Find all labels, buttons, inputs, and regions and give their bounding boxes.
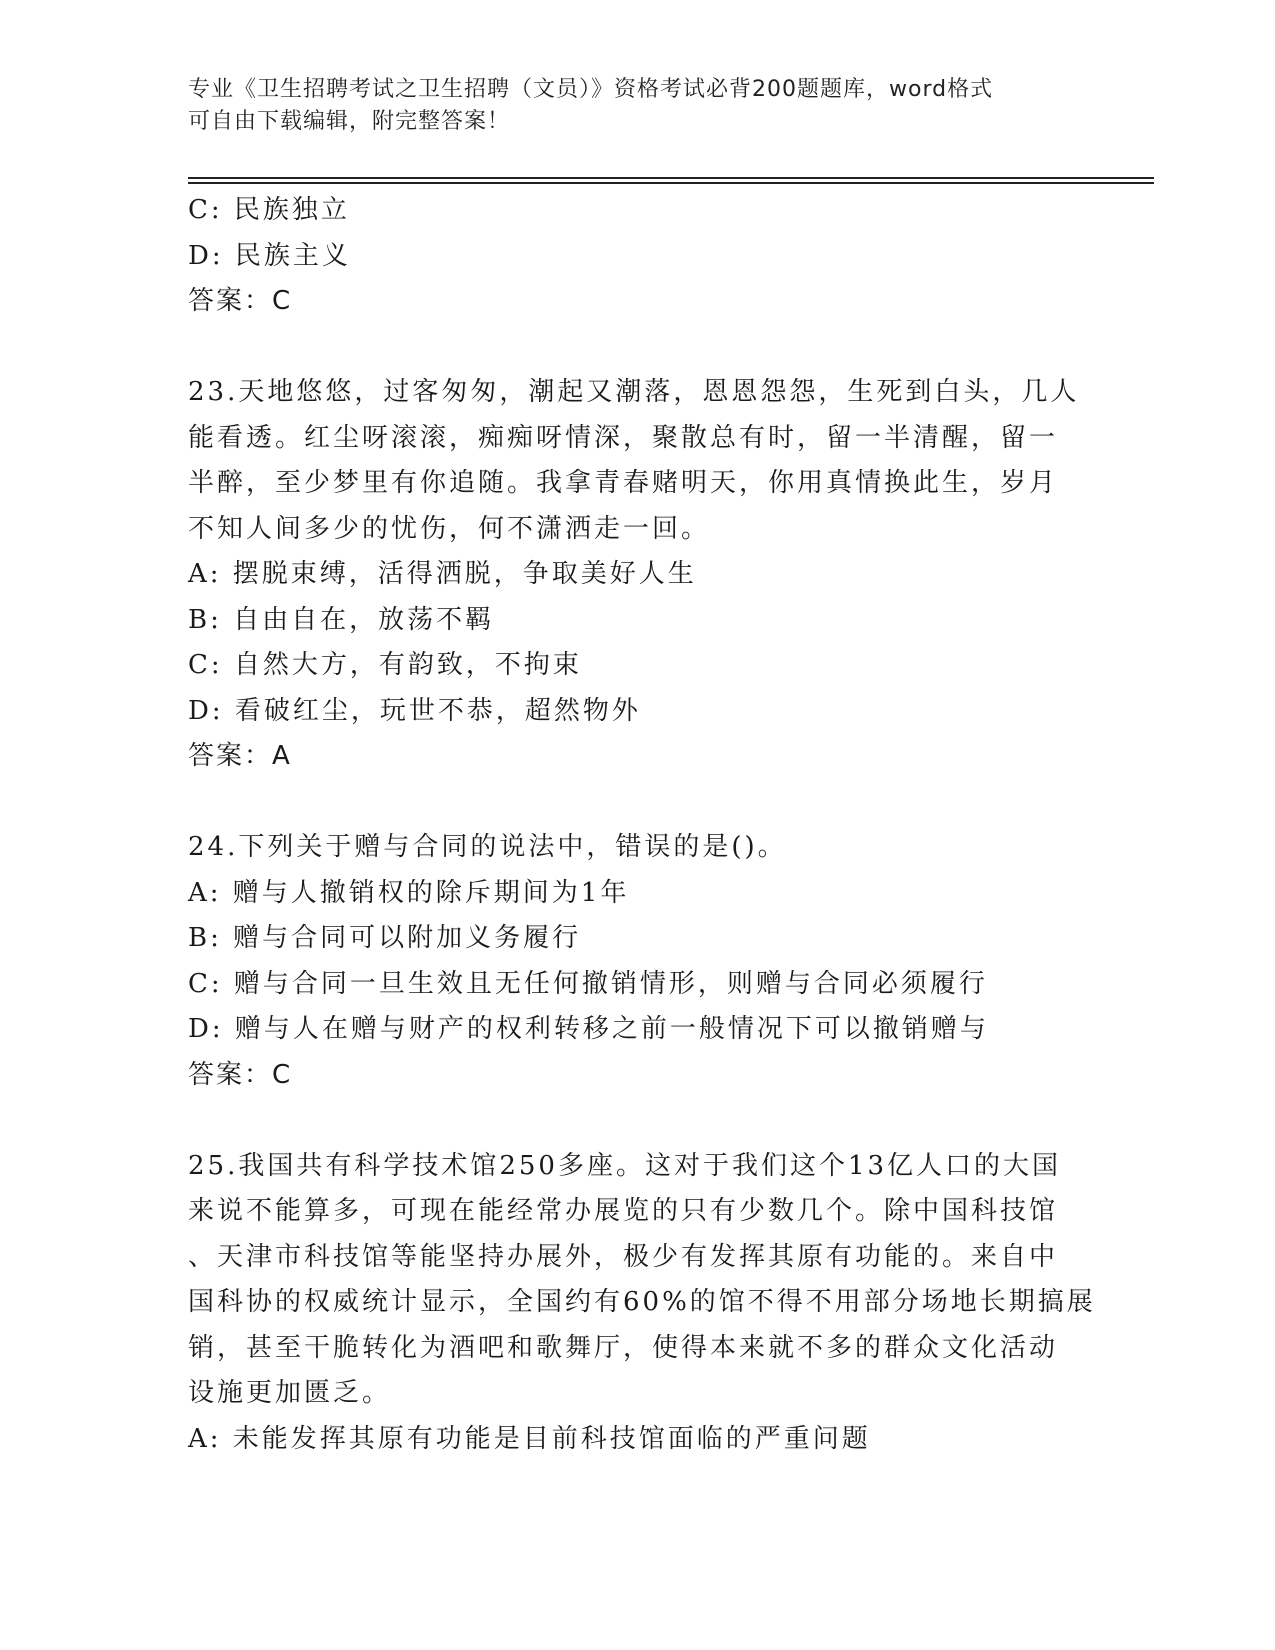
header-rule-top <box>188 177 1154 179</box>
q23-option-c: C: 自然大方，有韵致，不拘束 <box>188 650 582 680</box>
q24-option-b: B: 赠与合同可以附加义务履行 <box>188 923 582 953</box>
question-23 <box>188 370 1088 780</box>
q23-answer: 答案：A <box>188 741 292 771</box>
q25-option-a: A: 未能发挥其原有功能是目前科技馆面临的严重问题 <box>188 1423 871 1454</box>
q23-option-d: D: 看破红尘，玩世不恭，超然物外 <box>188 695 641 726</box>
q25-stem-line: 、天津市科技馆等能坚持办展外，极少有发挥其原有功能的。来自中 <box>188 1241 1059 1272</box>
q24-stem: 24.下列关于赠与合同的说法中，错误的是()。 <box>188 832 787 862</box>
q24-option-c: C: 赠与合同一旦生效且无任何撤销情形，则赠与合同必须履行 <box>188 968 988 999</box>
q23-option-b: B: 自由自在，放荡不羁 <box>188 604 495 635</box>
q25-stem-line: 销，甚至干脆转化为酒吧和歌舞厅，使得本来就不多的群众文化活动 <box>188 1332 1059 1363</box>
q22-answer: 答案：C <box>188 286 293 316</box>
spacer <box>188 325 1088 371</box>
q25-stem-line: 国科协的权威统计显示，全国约有60%的馆不得不用部分场地长期搞展 <box>188 1287 1096 1317</box>
q23-option-a: A: 摆脱束缚，活得洒脱，争取美好人生 <box>188 559 697 589</box>
document-header <box>188 74 1088 138</box>
header-line-1: 专业《卫生招聘考试之卫生招聘（文员）》资格考试必背200题题库，word格式 <box>188 77 994 102</box>
question-25 <box>188 1144 1096 1463</box>
q23-stem-line: 23.天地悠悠，过客匆匆，潮起又潮落，恩恩怨怨，生死到白头，几人 <box>188 377 1080 407</box>
question-24 <box>188 825 1088 1098</box>
spacer <box>188 1098 1088 1144</box>
q25-stem-line: 25.我国共有科学技术馆250多座。这对于我们这个13亿人口的大国 <box>188 1150 1062 1181</box>
q23-stem-line: 半醉，至少梦里有你追随。我拿青春赌明天，你用真情换此生，岁月 <box>188 468 1059 498</box>
q24-option-a: A: 赠与人撤销权的除斥期间为1年 <box>188 877 630 908</box>
question-content <box>188 188 1096 1462</box>
q24-option-d: D: 赠与人在赠与财产的权利转移之前一般情况下可以撤销赠与 <box>188 1014 989 1044</box>
q25-stem-line: 来说不能算多，可现在能经常办展览的只有少数几个。除中国科技馆 <box>188 1196 1059 1226</box>
q24-answer: 答案：C <box>188 1059 293 1090</box>
q23-stem-line: 能看透。红尘呀滚滚，痴痴呀情深，聚散总有时，留一半清醒，留一 <box>188 422 1059 453</box>
q22-option-c: C: 民族独立 <box>188 195 350 225</box>
q23-stem-line: 不知人间多少的忧伤，何不潇洒走一回。 <box>188 513 711 544</box>
header-rule-bottom <box>188 182 1154 184</box>
q22-option-d: D: 民族主义 <box>188 240 351 271</box>
q25-stem-line: 设施更加匮乏。 <box>188 1378 392 1408</box>
spacer <box>188 780 1088 826</box>
header-line-2: 可自由下载编辑，附完整答案！ <box>188 109 511 134</box>
